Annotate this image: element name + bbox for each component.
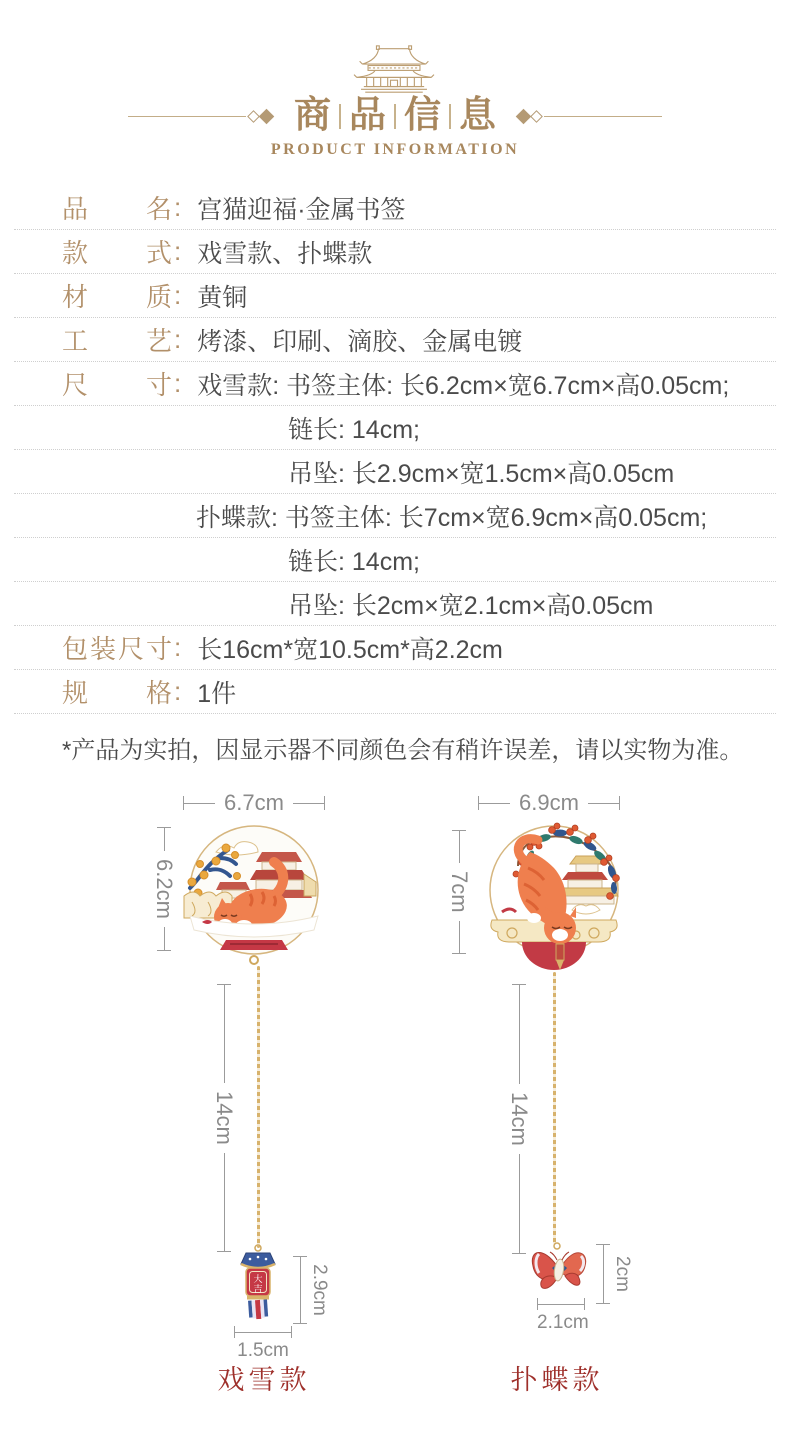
height-dimension	[446, 830, 472, 954]
pendant-char-bottom: 吉	[253, 1284, 263, 1294]
table-row-material: 材质 : 黄铜	[14, 274, 776, 318]
lantern-pendant-illustration	[238, 1244, 278, 1322]
palace-icon	[347, 44, 441, 94]
style-name-snow: 戏雪款	[217, 1365, 311, 1395]
style-name-butterfly: 扑蝶款	[510, 1365, 604, 1395]
title-char: 信	[404, 95, 441, 136]
table-row-size-cont	[14, 450, 776, 494]
pendant-height-dimension	[596, 1244, 633, 1304]
title-char: 品	[349, 95, 386, 136]
row-value: 戏雪款、扑蝶款	[197, 239, 373, 268]
chain-dimension-label: 14cm	[507, 1092, 532, 1146]
row-label: 工艺	[62, 326, 172, 356]
section-subtitle: PRODUCT INFORMATION	[270, 141, 520, 158]
width-dimension-label: 6.9cm	[519, 790, 579, 815]
pendant-height-dimension	[293, 1256, 330, 1324]
width-dimension-label: 6.7cm	[224, 790, 284, 815]
chain-dimension	[506, 984, 532, 1254]
pendant-height-label: 2cm	[612, 1256, 633, 1292]
row-label: 包装尺寸	[62, 634, 172, 664]
left-flourish-ornament	[128, 111, 272, 122]
row-value: 扑蝶款: 书签主体: 长7cm×宽6.9cm×高0.05cm;	[196, 503, 708, 532]
chain-dimension	[211, 984, 237, 1252]
row-label: 品名	[62, 194, 172, 224]
row-value: 宫猫迎福·金属书签	[197, 195, 406, 224]
row-value: 长16cm*宽10.5cm*高2.2cm	[197, 635, 503, 664]
table-row-size-cont	[14, 406, 776, 450]
table-row-size-cont	[14, 582, 776, 626]
bookmark-butterfly-cat-illustration	[472, 816, 636, 972]
row-value: 戏雪款: 书签主体: 长6.2cm×宽6.7cm×高0.05cm;	[197, 371, 730, 400]
row-label: 规格	[62, 678, 172, 708]
table-row-size: 尺寸 : 戏雪款: 书签主体: 长6.2cm×宽6.7cm×高0.05cm;	[14, 362, 776, 406]
right-flourish-ornament	[518, 111, 662, 122]
gold-chain	[553, 972, 556, 1244]
title-char: 息	[459, 95, 496, 136]
table-row-craft: 工艺 : 烤漆、印刷、滴胶、金属电镀	[14, 318, 776, 362]
width-dimension	[478, 792, 620, 814]
row-value: 吊坠: 长2.9cm×宽1.5cm×高0.05cm	[288, 459, 675, 488]
table-row-style: 款式 : 戏雪款、扑蝶款	[14, 230, 776, 274]
title-text	[286, 97, 504, 136]
row-value: 链长: 14cm;	[288, 415, 420, 444]
row-value: 黄铜	[197, 283, 248, 312]
row-value: 1件	[197, 679, 237, 708]
pendant-width-dimension	[537, 1298, 589, 1333]
product-info-table	[14, 186, 776, 765]
filled-diamond-icon	[516, 109, 532, 125]
pendant-width-dimension	[234, 1326, 292, 1360]
filled-diamond-icon	[259, 109, 275, 125]
section-title	[0, 97, 790, 136]
row-value: 吊坠: 长2cm×宽2.1cm×高0.05cm	[288, 591, 654, 620]
table-row-name: 品名 : 宫猫迎福·金属书签	[14, 186, 776, 230]
row-label: 材质	[62, 282, 172, 312]
bookmark-snow-cat-illustration	[176, 818, 332, 968]
hollow-diamond-icon	[530, 110, 543, 123]
table-row-package: 包装尺寸 : 长16cm*宽10.5cm*高2.2cm	[14, 626, 776, 670]
width-dimension	[183, 792, 325, 814]
pendant-char-top: 大	[253, 1274, 263, 1284]
chain-dimension-label: 14cm	[212, 1091, 237, 1145]
table-row-size-cont	[14, 538, 776, 582]
table-row-spec: 规格 : 1件	[14, 670, 776, 714]
row-value: 烤漆、印刷、滴胶、金属电镀	[197, 327, 523, 356]
pendant-height-label: 2.9cm	[309, 1264, 330, 1316]
height-dimension-label: 6.2cm	[152, 859, 177, 919]
row-label: 尺寸	[62, 370, 172, 400]
height-dimension	[151, 827, 177, 951]
table-row-size-cont	[14, 494, 776, 538]
height-dimension-label: 7cm	[447, 871, 472, 913]
pendant-width-label: 2.1cm	[537, 1312, 589, 1333]
pendant-width-label: 1.5cm	[237, 1340, 289, 1361]
butterfly-pendant-illustration	[527, 1240, 591, 1298]
row-value: 链长: 14cm;	[288, 547, 420, 576]
gold-chain	[257, 966, 260, 1248]
title-char: 商	[294, 95, 331, 136]
disclaimer-note: *产品为实拍，因显示器不同颜色会有稍许误差，请以实物为准。	[62, 737, 744, 764]
row-label: 款式	[62, 238, 172, 268]
